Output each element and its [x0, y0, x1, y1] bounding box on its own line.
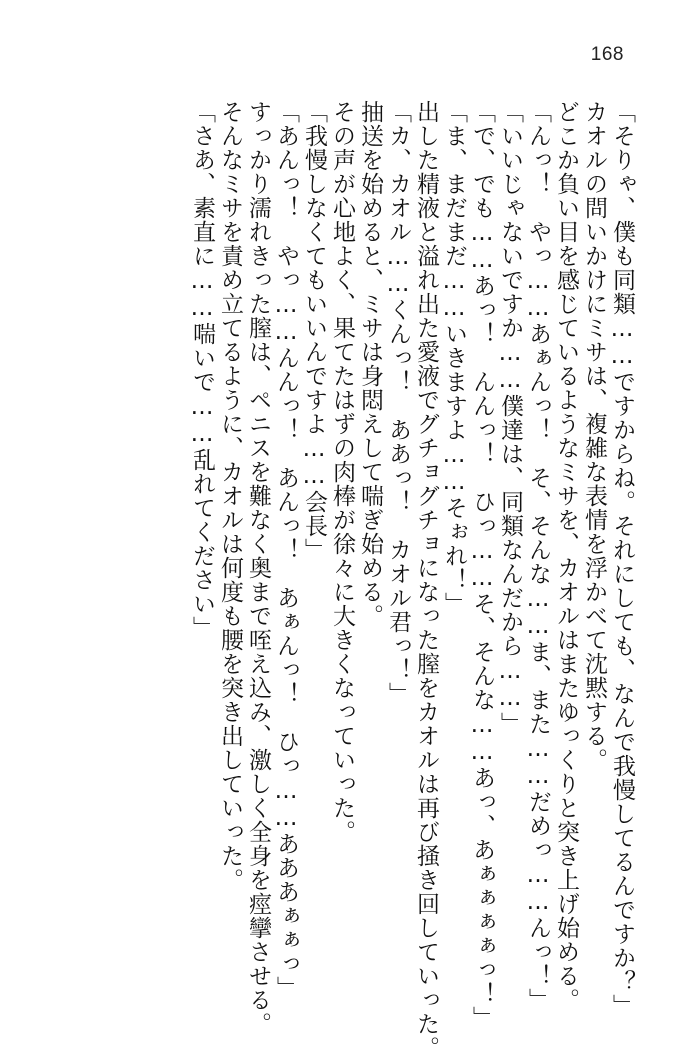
text-line: その声が心地よく、果てたはずの肉棒が徐々に大きくなっていった。	[329, 100, 355, 844]
text-line: 「カ、カオル……くんっ！ ああっ！ カオル君っ！」	[385, 100, 411, 706]
text-line: 抽送を始めると、ミサは身悶えして喘ぎ始める。	[357, 100, 383, 628]
text-line: 「あんっ！ やっ……んんっ！ あんっ！ あぁんっ！ ひっ……あああぁぁっ」	[273, 100, 299, 1000]
text-line: 「で、でも……あっ！ んんっ！ ひっ……そ、そんな……あっ、あぁぁぁぁっ！」	[469, 100, 495, 1030]
text-line: 出した精液と溢れ出た愛液でグチョグチョになった膣をカオルは再び掻き回していった。	[413, 100, 439, 1060]
text-line: 「んっ！ やっ……あぁんっ！ そ、そんな……ま、また……だめっ……んっ！」	[525, 100, 551, 1012]
text-line: 「そりゃ、僕も同類……ですからね。それにしても、なんで我慢してるんですか？」	[609, 100, 635, 1018]
text-line: すっかり濡れきった膣は、ペニスを難なく奥まで咥え込み、激しく全身を痙攣させる。	[245, 100, 271, 1036]
vertical-text-body	[36, 100, 636, 1060]
page-number: 168	[590, 44, 624, 65]
text-line: 「さあ、素直に……喘いで……乱れてください」	[189, 100, 215, 640]
text-line: どこか負い目を感じているようなミサを、カオルはまたゆっくりと突き上げ始める。	[553, 100, 579, 1012]
text-line: そんなミサを責め立てるように、カオルは何度も腰を突き出していった。	[217, 100, 243, 892]
text-line: 「ま、まだまだ……いきますよ……そぉれ！」	[441, 100, 467, 616]
text-line: カオルの問いかけにミサは、複雑な表情を浮かべて沈黙する。	[581, 100, 607, 772]
text-line: 「いいじゃないですか……僕達は、同類なんだから……」	[497, 100, 523, 736]
text-line: 「我慢しなくてもいいんですよ……会長」	[301, 100, 327, 562]
